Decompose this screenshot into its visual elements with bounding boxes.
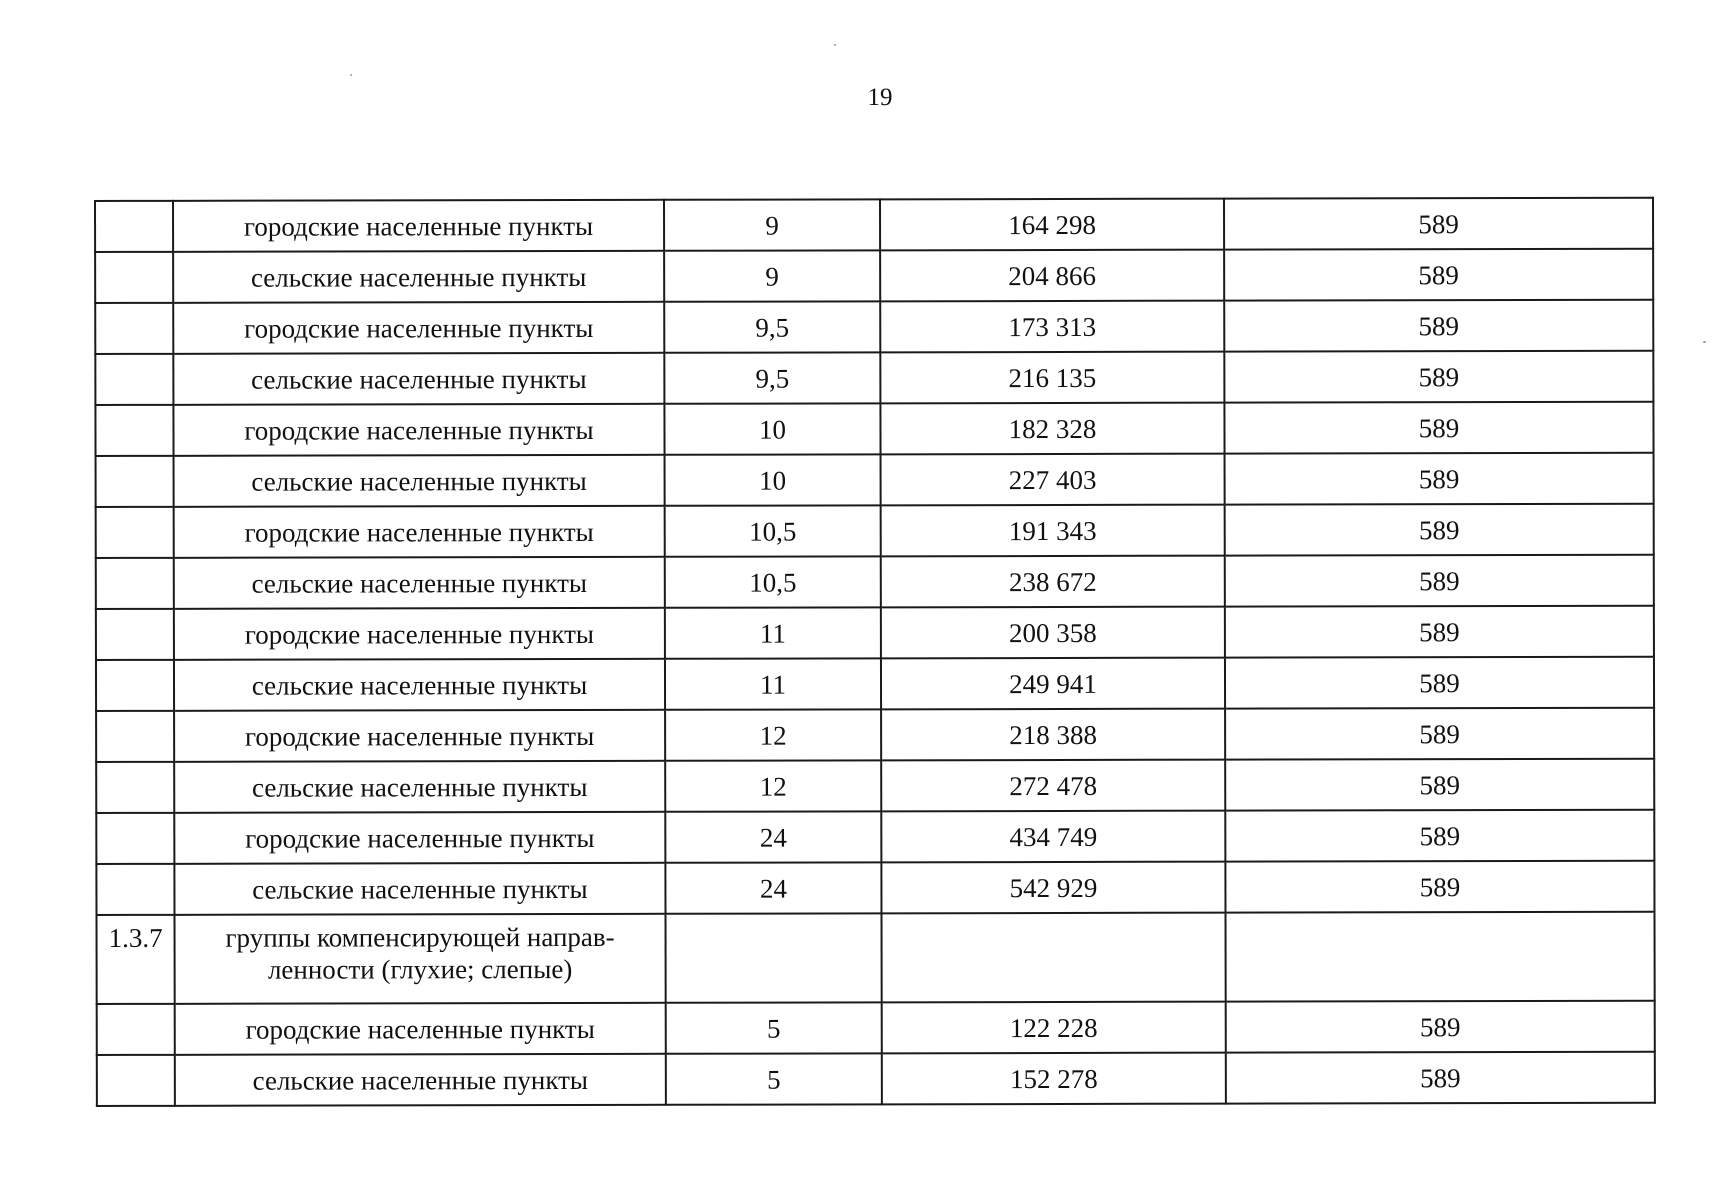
data-table: [94, 197, 1656, 1107]
scan-speck: [1703, 341, 1706, 343]
settlement-type-text: городские населенные пункты: [245, 822, 595, 854]
settlement-type-cell: [174, 914, 665, 1004]
value-c-cell: [1224, 351, 1653, 403]
value-c-cell: [1225, 606, 1654, 658]
value-c-cell: [1224, 249, 1653, 301]
value-c-cell: [1225, 912, 1654, 1002]
value-c-text: 589: [1418, 514, 1460, 545]
table-row: [97, 1001, 1655, 1055]
value-a-text: 9,5: [755, 312, 790, 343]
row-number-cell: [95, 354, 173, 405]
value-b-cell: [881, 760, 1225, 812]
value-b-cell: [881, 505, 1225, 557]
value-b-text: 191 343: [1008, 515, 1097, 546]
settlement-type-text: сельские населенные пункты: [252, 873, 588, 905]
value-b-cell: [880, 199, 1224, 251]
value-a-text: 10,5: [749, 567, 797, 598]
settlement-type-cell: [174, 608, 665, 660]
value-a-text: 10: [758, 414, 787, 445]
value-a-text: 9: [765, 210, 779, 241]
value-c-text: 589: [1418, 361, 1460, 392]
row-number-cell: [96, 762, 174, 813]
value-c-cell: [1224, 300, 1653, 352]
table-row: [96, 912, 1654, 1004]
value-b-cell: [881, 658, 1225, 710]
value-b-cell: [880, 352, 1224, 404]
table-row: [96, 759, 1654, 813]
settlement-type-text: сельские населенные пункты: [251, 567, 588, 599]
row-number-cell: [96, 813, 174, 864]
value-a-text: 24: [759, 822, 787, 853]
value-b-text: 122 228: [1009, 1012, 1098, 1043]
value-a-text: 11: [759, 618, 786, 649]
settlement-type-cell: [174, 557, 665, 609]
value-b-text: 218 388: [1009, 719, 1098, 750]
value-c-text: 589: [1419, 565, 1460, 596]
row-number-cell: [96, 609, 174, 660]
value-a-cell: [664, 352, 880, 403]
value-b-cell: [881, 811, 1225, 863]
value-a-cell: [664, 301, 880, 352]
value-b-cell: [880, 403, 1224, 455]
table-row: [96, 708, 1654, 762]
value-c-cell: [1225, 555, 1654, 607]
settlement-type-cell: [174, 455, 665, 507]
value-a-cell: [665, 454, 881, 505]
settlement-type-text: городские населенные пункты: [244, 312, 594, 344]
value-a-cell: [664, 199, 880, 250]
value-b-text: 152 278: [1009, 1063, 1098, 1094]
value-a-cell: [665, 913, 881, 1002]
settlement-type-text: городские населенные пункты: [244, 618, 595, 650]
row-number-text: 1.3.7: [108, 922, 163, 953]
table-row: [96, 606, 1654, 660]
value-a-text: 24: [759, 873, 787, 904]
value-a-cell: [665, 709, 881, 760]
value-a-cell: [664, 250, 880, 301]
value-a-cell: [665, 505, 881, 556]
value-a-cell: [665, 760, 881, 811]
value-c-text: 589: [1418, 463, 1460, 494]
settlement-type-text: городские населенные пункты: [244, 516, 594, 548]
table-row: [95, 402, 1653, 456]
value-b-text: 164 298: [1008, 209, 1096, 240]
value-c-text: 589: [1420, 1062, 1461, 1093]
value-b-text: 249 941: [1009, 668, 1097, 699]
value-c-cell: [1225, 657, 1654, 709]
value-b-text: 182 328: [1008, 413, 1097, 444]
value-b-cell: [882, 1053, 1226, 1105]
table-row: [95, 198, 1653, 252]
row-number-cell: [95, 252, 173, 303]
settlement-type-text: сельские населенные пункты: [250, 261, 587, 293]
value-b-text: 173 313: [1008, 311, 1097, 342]
scan-speck: [834, 44, 836, 46]
table-row: [96, 657, 1654, 711]
settlement-type-text: группы компенсирующей направ- ленности (глухие; слепые): [225, 921, 615, 985]
value-c-text: 589: [1419, 616, 1460, 647]
settlement-type-cell: [174, 761, 665, 813]
settlement-type-text: городские населенные пункты: [245, 1013, 595, 1045]
row-number-cell: [96, 660, 174, 711]
settlement-type-text: городские населенные пункты: [244, 720, 595, 752]
value-c-cell: [1225, 810, 1654, 862]
table-row: [95, 300, 1653, 354]
value-b-cell: [881, 454, 1225, 506]
settlement-type-text: сельские населенные пункты: [251, 771, 588, 803]
settlement-type-cell: [175, 1054, 666, 1106]
settlement-type-cell: [174, 812, 665, 864]
value-a-text: 10,5: [749, 516, 797, 547]
value-a-cell: [664, 403, 880, 454]
table-row: [96, 555, 1654, 609]
value-c-text: 589: [1419, 820, 1461, 851]
value-a-cell: [666, 1053, 882, 1104]
scan-speck: [350, 74, 352, 76]
value-a-text: 5: [766, 1013, 781, 1044]
settlement-type-cell: [173, 200, 664, 252]
value-c-cell: [1225, 504, 1654, 556]
value-b-text: 542 929: [1009, 872, 1098, 903]
value-c-cell: [1226, 1001, 1655, 1053]
value-b-text: 204 866: [1008, 260, 1097, 291]
settlement-type-cell: [174, 506, 665, 558]
value-c-text: 589: [1419, 718, 1460, 749]
value-c-text: 589: [1419, 1011, 1461, 1042]
value-c-text: 589: [1418, 259, 1459, 290]
value-a-text: 5: [767, 1064, 781, 1095]
row-number-cell: [97, 1004, 175, 1055]
value-b-cell: [881, 913, 1225, 1003]
row-number-cell: [95, 201, 173, 252]
settlement-type-text: сельские населенные пункты: [252, 1064, 589, 1096]
settlement-type-cell: [173, 251, 664, 303]
value-a-text: 10: [759, 465, 787, 496]
value-c-cell: [1225, 708, 1654, 760]
value-c-cell: [1224, 402, 1653, 454]
settlement-type-text: сельские населенные пункты: [251, 363, 587, 395]
row-number-cell: [96, 558, 174, 609]
value-b-text: 434 749: [1009, 821, 1098, 852]
row-number-cell: [96, 864, 174, 915]
page-number: 19: [867, 84, 893, 111]
value-b-text: 216 135: [1008, 362, 1097, 393]
value-b-cell: [881, 556, 1225, 608]
settlement-type-text: городские населенные пункты: [243, 210, 594, 242]
settlement-type-text: сельские населенные пункты: [251, 669, 588, 701]
value-b-text: 200 358: [1009, 617, 1097, 648]
table-row: [95, 249, 1653, 303]
table-row: [95, 351, 1653, 405]
settlement-type-cell: [174, 863, 665, 915]
row-number-cell: [97, 1055, 175, 1106]
value-a-text: 9: [765, 261, 779, 292]
settlement-type-cell: [173, 353, 664, 405]
value-b-cell: [880, 301, 1224, 353]
value-b-cell: [880, 250, 1224, 302]
value-a-text: 12: [759, 771, 787, 802]
settlement-type-cell: [174, 659, 665, 711]
value-a-cell: [666, 1002, 882, 1053]
value-b-cell: [882, 1002, 1226, 1054]
value-b-text: 238 672: [1008, 566, 1097, 597]
value-b-cell: [881, 862, 1225, 914]
table-row: [97, 1052, 1655, 1106]
settlement-type-text: городские населенные пункты: [244, 414, 594, 446]
settlement-type-cell: [175, 1003, 666, 1055]
table-body: [95, 198, 1655, 1106]
value-c-cell: [1225, 453, 1654, 505]
value-a-text: 11: [759, 669, 787, 700]
row-number-cell: [96, 507, 174, 558]
value-c-text: 589: [1419, 871, 1461, 902]
settlement-type-cell: [174, 710, 665, 762]
value-b-cell: [881, 607, 1225, 659]
value-c-text: 589: [1418, 310, 1460, 341]
settlement-type-text: сельские населенные пункты: [251, 465, 587, 497]
row-number-cell: [96, 711, 174, 762]
value-a-cell: [665, 862, 881, 913]
value-c-text: 589: [1419, 667, 1460, 698]
value-b-text: 227 403: [1008, 464, 1097, 495]
settlement-type-cell: [173, 302, 664, 354]
value-a-cell: [665, 811, 881, 862]
table-row: [96, 504, 1654, 558]
value-c-cell: [1225, 861, 1654, 913]
table-row: [96, 453, 1654, 507]
value-c-text: 589: [1418, 208, 1459, 239]
value-b-cell: [881, 709, 1225, 761]
settlement-type-cell: [173, 404, 664, 456]
value-c-cell: [1225, 759, 1654, 811]
table-row: [96, 861, 1654, 915]
value-a-text: 12: [759, 720, 787, 751]
value-c-cell: [1226, 1052, 1655, 1104]
value-a-cell: [665, 607, 881, 658]
value-b-text: 272 478: [1009, 770, 1098, 801]
value-c-cell: [1224, 198, 1653, 250]
value-c-text: 589: [1418, 412, 1460, 443]
value-a-cell: [665, 556, 881, 607]
row-number-cell: [95, 405, 173, 456]
value-a-text: 9,5: [755, 363, 790, 394]
value-a-cell: [665, 658, 881, 709]
row-number-cell: [96, 456, 174, 507]
table-row: [96, 810, 1654, 864]
row-number-cell: [95, 303, 173, 354]
value-c-text: 589: [1419, 769, 1461, 800]
row-number-cell: [96, 915, 174, 1004]
